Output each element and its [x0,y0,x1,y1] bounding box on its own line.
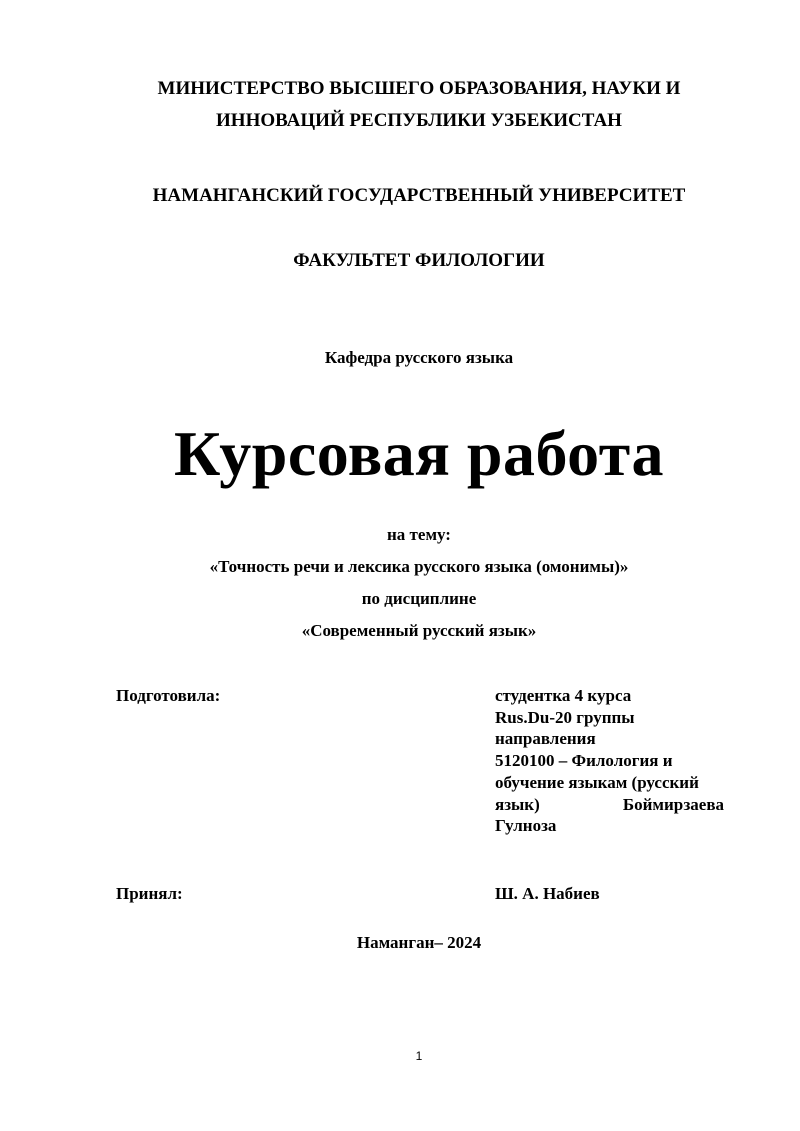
student-info-line: студентка 4 курса [495,686,632,705]
ministry-line-2: ИННОВАЦИЙ РЕСПУБЛИКИ УЗБЕКИСТАН [216,110,622,131]
document-title: Курсовая работа [173,418,665,489]
student-info-line: направления [495,729,596,749]
student-info-line: 5120100 – Филология и [495,751,673,771]
faculty-heading: ФАКУЛЬТЕТ ФИЛОЛОГИИ [293,250,545,271]
student-info-line: Гулноза [495,816,557,836]
student-info-line: обучение языкам (русский [495,772,699,792]
teacher-name: Ш. А. Набиев [495,884,600,903]
topic-prefix: на тему: [387,525,451,544]
prepared-by-label: Подготовила: [116,686,221,705]
discipline-prefix: по дисциплине [361,589,477,608]
accepted-by-label: Принял: [116,884,183,903]
topic-name: «Точность речи и лексика русского языка (омонимы)» [209,557,629,576]
topic-block [0,519,800,647]
ministry-heading [0,73,800,137]
department-heading: Кафедра русского языка [324,348,514,367]
student-info-line: язык) Боймирзаева [495,794,724,814]
discipline-name: «Современный русский язык» [301,621,537,640]
city-year: Наманган– 2024 [356,933,482,952]
ministry-line-1: МИНИСТЕРСТВО ВЫСШЕГО ОБРАЗОВАНИЯ, НАУКИ И [157,78,681,99]
student-info [495,685,724,837]
student-info-line: Rus.Du-20 группы [495,707,635,727]
page-number: 1 [415,1049,423,1063]
university-heading: НАМАНГАНСКИЙ ГОСУДАРСТВЕННЫЙ УНИВЕРСИТЕТ [152,185,686,206]
